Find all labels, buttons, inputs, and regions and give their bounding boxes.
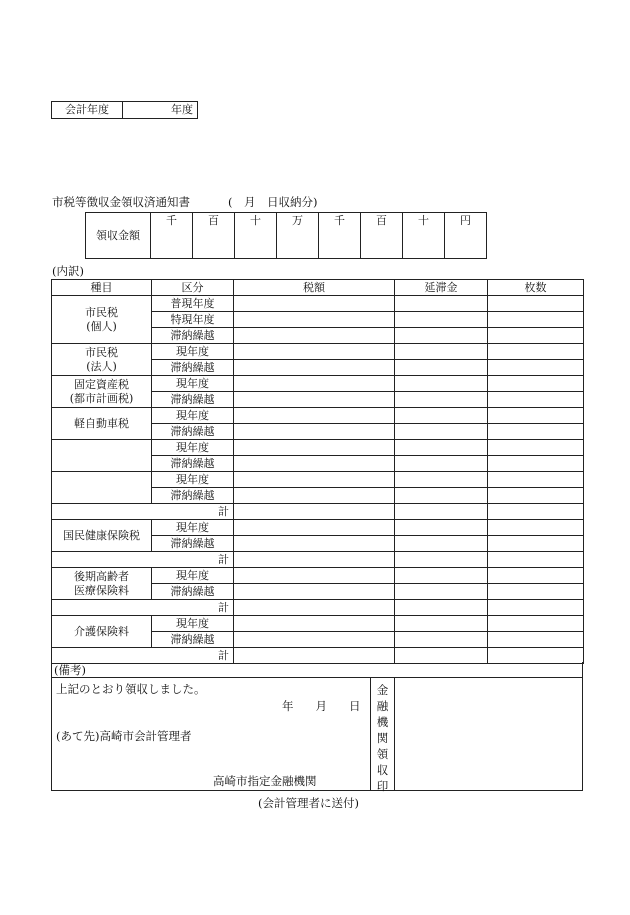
count-cell [488, 632, 584, 648]
count-cell [488, 424, 584, 440]
digit-unit: 百 [361, 213, 403, 259]
count-cell [488, 536, 584, 552]
late-fee-cell [395, 328, 488, 344]
count-cell [488, 488, 584, 504]
late-fee-cell [395, 600, 488, 616]
category-cell: 現年度 [152, 616, 234, 632]
remarks-label: (備考) [54, 663, 86, 677]
category-cell: 現年度 [152, 568, 234, 584]
tax-amount-cell [234, 504, 395, 520]
late-fee-cell [395, 504, 488, 520]
tax-amount-cell [234, 616, 395, 632]
count-cell [488, 296, 584, 312]
item-nhi-tax: 国民健康保険税 [52, 520, 152, 552]
received-amount-table [85, 212, 487, 259]
digit-unit: 百 [193, 213, 235, 259]
count-cell [488, 616, 584, 632]
receipt-statement: 上記のとおり領収しました。 [56, 682, 206, 696]
late-fee-cell [395, 312, 488, 328]
late-fee-cell [395, 584, 488, 600]
tax-amount-cell [234, 536, 395, 552]
tax-amount-cell [234, 408, 395, 424]
fiscal-year-unit: 年度 [123, 102, 198, 119]
late-fee-cell [395, 568, 488, 584]
header-tax-amount: 税額 [234, 280, 395, 296]
tax-amount-cell [234, 600, 395, 616]
late-fee-cell [395, 520, 488, 536]
category-cell: 滞納繰越 [152, 584, 234, 600]
tax-amount-cell [234, 392, 395, 408]
late-fee-cell [395, 360, 488, 376]
tax-amount-cell [234, 344, 395, 360]
late-fee-cell [395, 552, 488, 568]
count-cell [488, 408, 584, 424]
item-property-tax: 固定資産税 (都市計画税) [52, 376, 152, 408]
category-cell: 滞納繰越 [152, 360, 234, 376]
tax-amount-cell [234, 472, 395, 488]
tax-amount-cell [234, 520, 395, 536]
category-cell: 現年度 [152, 440, 234, 456]
late-fee-cell [395, 376, 488, 392]
late-fee-cell [395, 408, 488, 424]
category-cell: 現年度 [152, 472, 234, 488]
count-cell [488, 360, 584, 376]
document-title-line [52, 194, 317, 210]
category-cell: 滞納繰越 [152, 488, 234, 504]
item-elderly-insurance: 後期高齢者 医療保険料 [52, 568, 152, 600]
late-fee-cell [395, 296, 488, 312]
receipt-block [51, 678, 583, 791]
count-cell [488, 504, 584, 520]
late-fee-cell [395, 488, 488, 504]
category-cell: 滞納繰越 [152, 328, 234, 344]
tax-amount-cell [234, 632, 395, 648]
digit-unit: 十 [403, 213, 445, 259]
footer-note: (会計管理者に送付) [258, 796, 359, 810]
digit-unit: 千 [151, 213, 193, 259]
breakdown-table [51, 279, 584, 664]
category-cell: 滞納繰越 [152, 536, 234, 552]
tax-amount-cell [234, 296, 395, 312]
tax-amount-cell [234, 360, 395, 376]
table-row [52, 344, 584, 360]
header-category: 区分 [152, 280, 234, 296]
category-cell: 特現年度 [152, 312, 234, 328]
item-resident-individual: 市民税 (個人) [52, 296, 152, 344]
late-fee-cell [395, 472, 488, 488]
digit-unit: 十 [235, 213, 277, 259]
count-cell [488, 472, 584, 488]
tax-amount-cell [234, 456, 395, 472]
tax-amount-cell [234, 312, 395, 328]
header-count: 枚数 [488, 280, 584, 296]
header-item: 種目 [52, 280, 152, 296]
subtotal-row [52, 504, 584, 520]
table-row [52, 568, 584, 584]
subtotal-row [52, 600, 584, 616]
tax-amount-cell [234, 568, 395, 584]
financial-institution: 高崎市指定金融機関 [213, 774, 317, 788]
table-row [52, 376, 584, 392]
count-cell [488, 520, 584, 536]
table-row [52, 408, 584, 424]
item-care-insurance: 介護保険料 [52, 616, 152, 648]
subtotal-label: 計 [52, 504, 234, 520]
tax-amount-cell [234, 328, 395, 344]
digit-unit: 千 [319, 213, 361, 259]
tax-amount-cell [234, 552, 395, 568]
count-cell [488, 552, 584, 568]
digit-unit: 万 [277, 213, 319, 259]
late-fee-cell [395, 456, 488, 472]
count-cell [488, 440, 584, 456]
count-cell [488, 312, 584, 328]
count-cell [488, 328, 584, 344]
remarks-row [51, 662, 583, 678]
subtotal-label: 計 [52, 600, 234, 616]
tax-amount-cell [234, 584, 395, 600]
table-row [52, 472, 584, 488]
count-cell [488, 344, 584, 360]
late-fee-cell [395, 392, 488, 408]
late-fee-cell [395, 344, 488, 360]
category-cell: 滞納繰越 [152, 392, 234, 408]
item-blank [52, 440, 152, 472]
day-label: 日 [349, 699, 361, 713]
received-amount-label: 領収金額 [86, 213, 151, 259]
document-title: 市税等徴収金領収済通知書 [52, 195, 190, 209]
header-late-fee: 延滞金 [395, 280, 488, 296]
bank-stamp-label: 金 融 機 関 領 収 印 [376, 683, 389, 793]
category-cell: 現年度 [152, 408, 234, 424]
collection-date: ( 月 日収納分) [228, 195, 318, 209]
category-cell: 現年度 [152, 344, 234, 360]
subtotal-label: 計 [52, 552, 234, 568]
category-cell: 現年度 [152, 376, 234, 392]
table-header-row [52, 280, 584, 296]
subtotal-label: 計 [52, 648, 234, 664]
table-row [52, 520, 584, 536]
late-fee-cell [395, 616, 488, 632]
category-cell: 滞納繰越 [152, 424, 234, 440]
late-fee-cell [395, 440, 488, 456]
count-cell [488, 568, 584, 584]
tax-amount-cell [234, 488, 395, 504]
category-cell: 普現年度 [152, 296, 234, 312]
fiscal-year-label: 会計年度 [52, 102, 123, 119]
count-cell [488, 600, 584, 616]
count-cell [488, 456, 584, 472]
late-fee-cell [395, 632, 488, 648]
late-fee-cell [395, 536, 488, 552]
table-row [52, 440, 584, 456]
fiscal-year-box [51, 101, 198, 119]
receipt-date [282, 698, 361, 714]
table-row [52, 296, 584, 312]
count-cell [488, 392, 584, 408]
category-cell: 滞納繰越 [152, 632, 234, 648]
count-cell [488, 584, 584, 600]
addressee: (あて先)高崎市会計管理者 [56, 729, 192, 743]
subtotal-row [52, 552, 584, 568]
tax-amount-cell [234, 376, 395, 392]
item-blank [52, 472, 152, 504]
stamp-divider-right [394, 678, 395, 790]
category-cell: 滞納繰越 [152, 456, 234, 472]
tax-amount-cell [234, 424, 395, 440]
category-cell: 現年度 [152, 520, 234, 536]
table-row [52, 616, 584, 632]
tax-amount-cell [234, 440, 395, 456]
month-label: 月 [315, 699, 327, 713]
item-resident-corporate: 市民税 (法人) [52, 344, 152, 376]
year-label: 年 [282, 699, 294, 713]
late-fee-cell [395, 424, 488, 440]
item-light-vehicle: 軽自動車税 [52, 408, 152, 440]
digit-unit: 円 [445, 213, 487, 259]
breakdown-heading: (内訳) [52, 264, 84, 278]
count-cell [488, 376, 584, 392]
